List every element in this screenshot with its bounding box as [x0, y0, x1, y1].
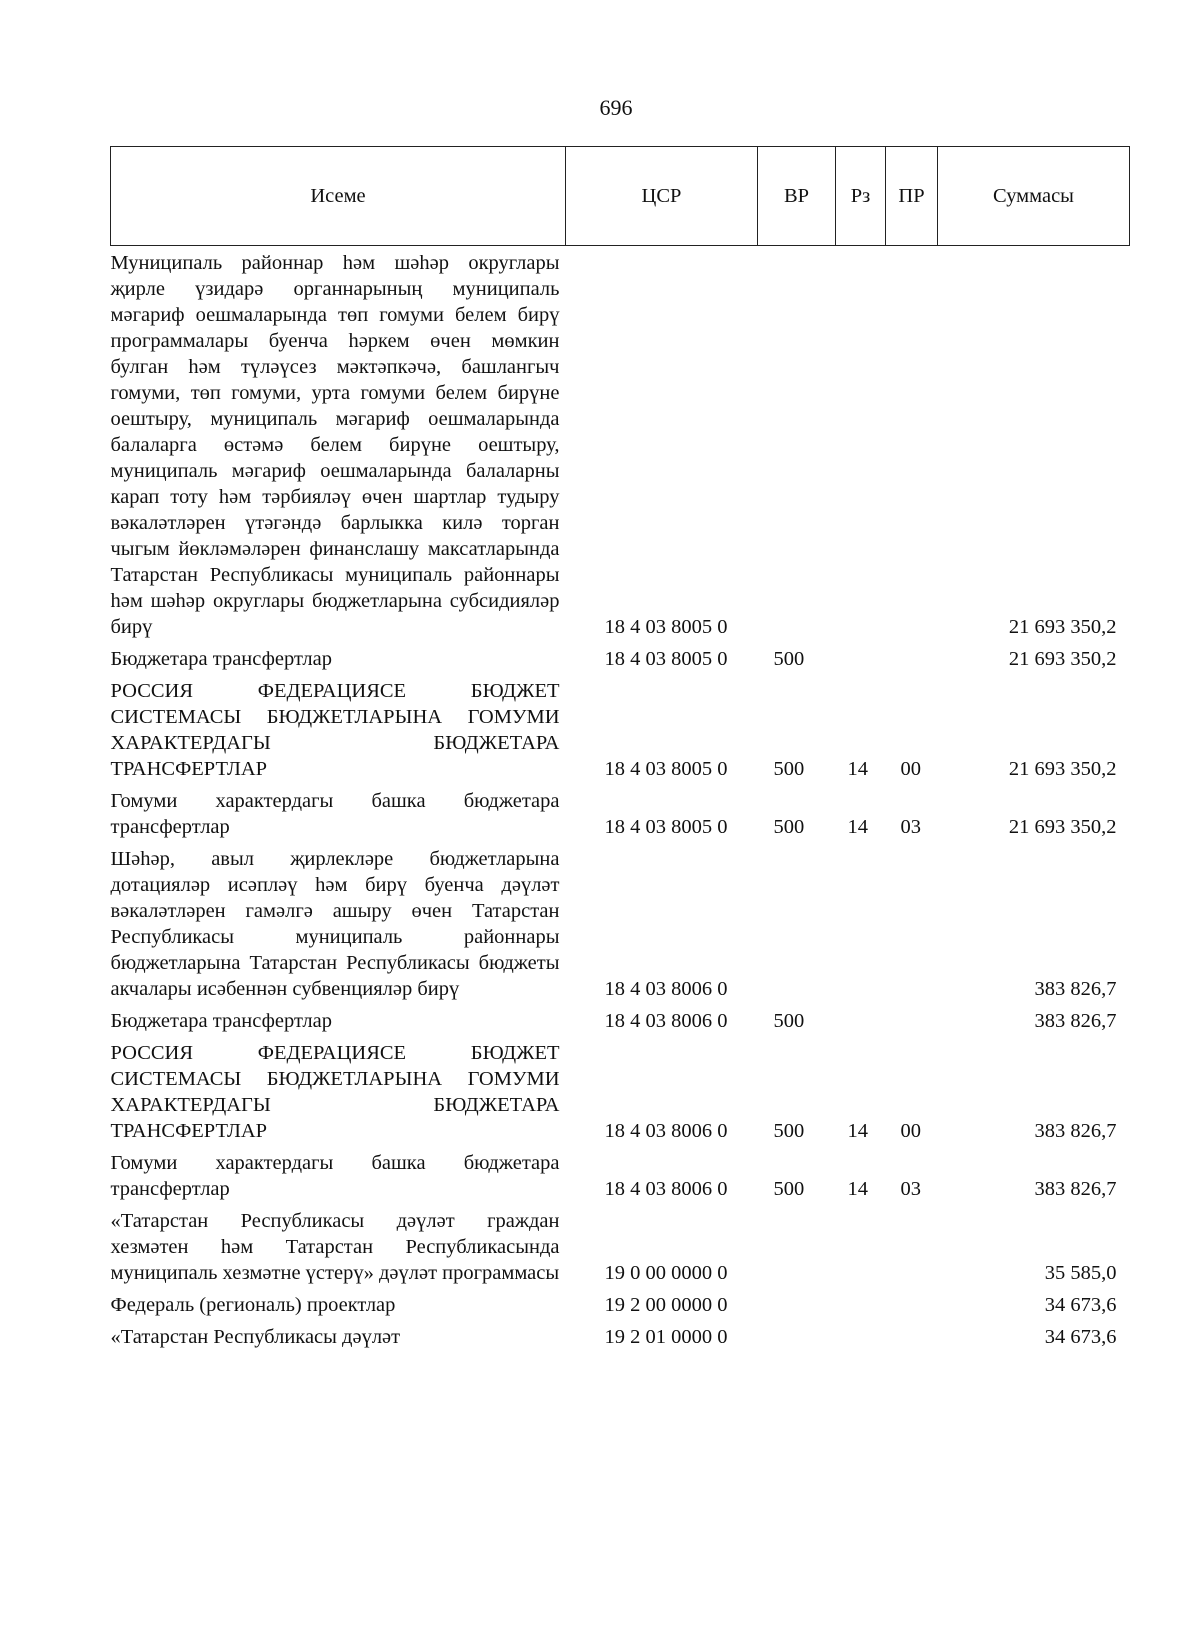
table-body: [111, 246, 1130, 1357]
cell-pr: 03: [900, 816, 921, 838]
cell-vr: [758, 1292, 836, 1324]
cell-name: Бюджетара трансфертлар: [110, 648, 333, 670]
cell-name: Шәһәр, авыл җирлекләре бюджетларына дотацияләр исәпләү һәм бирү буенча дәүләт вәкаләтләрен гамәлгә ашыру өчен Татарстан Республикасы муниципаль районнары бюджетларына Татарстан Республикасы бюджеты акчалары исәбеннән субвенцияләр бирү: [110, 848, 560, 1000]
cell-sum: 21 693 350,2: [1008, 616, 1117, 638]
header-name: Исеме: [111, 147, 566, 246]
cell-vr: [758, 846, 836, 1008]
header-rz: Рз: [836, 147, 886, 246]
cell-csr: 18 4 03 8005 0: [604, 616, 728, 638]
table-row: [111, 1040, 1130, 1150]
cell-vr: 500: [773, 648, 805, 670]
cell-csr: 18 4 03 8005 0: [604, 816, 728, 838]
header-pr: ПР: [886, 147, 938, 246]
cell-sum: 21 693 350,2: [1008, 758, 1117, 780]
table-row: [111, 1208, 1130, 1292]
cell-pr: [886, 246, 938, 647]
cell-csr: 19 2 00 0000 0: [604, 1294, 728, 1316]
cell-vr: 500: [773, 1120, 805, 1142]
cell-sum: 383 826,7: [1034, 1120, 1117, 1142]
cell-rz: 14: [847, 758, 868, 780]
header-sum: Суммасы: [938, 147, 1130, 246]
cell-name: «Татарстан Республикасы дәүләт: [110, 1326, 401, 1348]
cell-name: Бюджетара трансфертлар: [110, 1010, 333, 1032]
cell-sum: 383 826,7: [1034, 1010, 1117, 1032]
table-row: [111, 1150, 1130, 1208]
table-row: [111, 788, 1130, 846]
cell-sum: 34 673,6: [1044, 1294, 1117, 1316]
table-row: [111, 1324, 1130, 1356]
cell-csr: 18 4 03 8006 0: [604, 1178, 728, 1200]
cell-name: Гомуми характердагы башка бюджетара трансфертлар: [110, 1152, 560, 1200]
cell-csr: 18 4 03 8005 0: [604, 758, 728, 780]
cell-name: Федераль (региональ) проектлар: [110, 1294, 396, 1316]
cell-csr: 18 4 03 8006 0: [604, 1010, 728, 1032]
table-row: [111, 646, 1130, 678]
cell-rz: [836, 1208, 886, 1292]
table-row: [111, 846, 1130, 1008]
table-row: [111, 1008, 1130, 1040]
header-csr: ЦСР: [566, 147, 758, 246]
cell-pr: 03: [900, 1178, 921, 1200]
cell-vr: [758, 246, 836, 647]
cell-sum: 34 673,6: [1044, 1326, 1117, 1348]
cell-name: РОССИЯ ФЕДЕРАЦИЯСЕ БЮДЖЕТ СИСТЕМАСЫ БЮДЖЕТЛАРЫНА ГОМУМИ ХАРАКТЕРДАГЫ БЮДЖЕТАРА ТРАНСФЕРТЛАР: [110, 680, 560, 780]
cell-pr: 00: [900, 758, 921, 780]
budget-table: [110, 146, 1130, 1356]
cell-pr: 00: [900, 1120, 921, 1142]
cell-pr: [886, 1208, 938, 1292]
cell-vr: 500: [773, 758, 805, 780]
cell-vr: 500: [773, 1010, 805, 1032]
cell-csr: 18 4 03 8005 0: [604, 648, 728, 670]
cell-rz: [836, 646, 886, 678]
cell-name: «Татарстан Республикасы дәүләт граждан хезмәтен һәм Татарстан Республикасында муниципаль хезмәтне үстерү» дәүләт программасы: [110, 1210, 560, 1284]
cell-vr: 500: [773, 1178, 805, 1200]
cell-sum: 383 826,7: [1034, 978, 1117, 1000]
cell-csr: 19 2 01 0000 0: [604, 1326, 728, 1348]
cell-rz: 14: [847, 1120, 868, 1142]
cell-name: Муниципаль районнар һәм шәһәр округлары җирле үзидарә органнарының муниципаль мәгариф оешмаларында төп гомуми белем бирү программалары буенча һәркем өчен мөмкин булган һәм түләүсез мәктәпкәчә, башлангыч гомуми, төп гомуми, урта гомуми белем бирүне оештыру, муниципаль мәгариф оешмаларында балаларга өстәмә белем бирүне оештыру, муниципаль мәгариф оешмаларында балаларны карап тоту һәм тәрбияләү өчен шартлар тудыру вәкаләтләрен үтәгәндә барлыкка килә торган чыгым йөкләмәләрен финанслашу максатларында Татарстан Республикасы муниципаль районнары һәм шәһәр округлары бюджетларына субсидияләр бирү: [110, 252, 560, 638]
cell-vr: [758, 1324, 836, 1356]
cell-rz: 14: [847, 1178, 868, 1200]
cell-csr: 19 0 00 0000 0: [604, 1262, 728, 1284]
cell-name: Гомуми характердагы башка бюджетара трансфертлар: [110, 790, 560, 838]
cell-rz: [836, 1324, 886, 1356]
cell-rz: 14: [847, 816, 868, 838]
header-vr: ВР: [758, 147, 836, 246]
cell-rz: [836, 246, 886, 647]
table-row: [111, 1292, 1130, 1324]
cell-sum: 21 693 350,2: [1008, 648, 1117, 670]
cell-pr: [886, 846, 938, 1008]
table-row: [111, 678, 1130, 788]
cell-rz: [836, 1008, 886, 1040]
cell-sum: 35 585,0: [1044, 1262, 1117, 1284]
cell-pr: [886, 646, 938, 678]
cell-csr: 18 4 03 8006 0: [604, 978, 728, 1000]
cell-sum: 21 693 350,2: [1008, 816, 1117, 838]
cell-pr: [886, 1008, 938, 1040]
cell-rz: [836, 846, 886, 1008]
cell-name: РОССИЯ ФЕДЕРАЦИЯСЕ БЮДЖЕТ СИСТЕМАСЫ БЮДЖЕТЛАРЫНА ГОМУМИ ХАРАКТЕРДАГЫ БЮДЖЕТАРА ТРАНСФЕРТЛАР: [110, 1042, 560, 1142]
cell-rz: [836, 1292, 886, 1324]
cell-csr: 18 4 03 8006 0: [604, 1120, 728, 1142]
cell-pr: [886, 1324, 938, 1356]
cell-vr: [758, 1208, 836, 1292]
page-number: 696: [599, 95, 633, 120]
table-header: [111, 147, 1130, 246]
table-row: [111, 246, 1130, 647]
cell-sum: 383 826,7: [1034, 1178, 1117, 1200]
cell-pr: [886, 1292, 938, 1324]
cell-vr: 500: [773, 816, 805, 838]
